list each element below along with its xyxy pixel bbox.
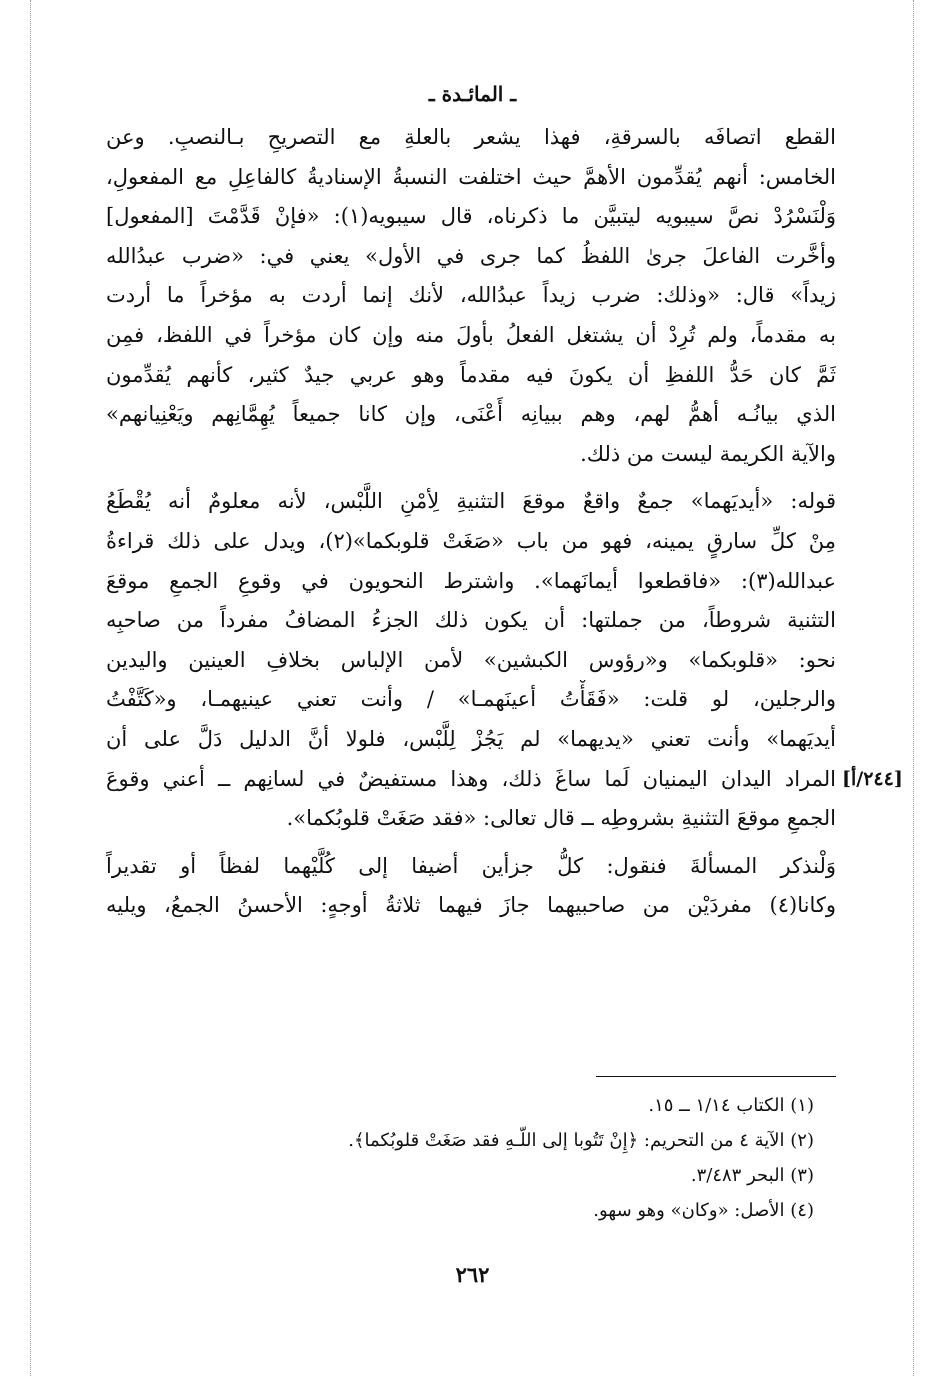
page-number: ٢٦٢: [455, 1262, 490, 1287]
scan-edge-right: [913, 0, 914, 1376]
footnote-item: (٣) البحر ٣/٤٨٣.: [690, 1165, 814, 1186]
footnote-separator: [596, 1076, 836, 1077]
paragraph-1: [106, 118, 836, 474]
text-line: به مقدماً، ولم تُرِدْ أن يشتغل الفعلُ بأولَ منه وإن كان مؤخراً في اللفظ، فمِن: [106, 322, 836, 347]
footnote-item: (١) الكتاب ١/١٤ ــ ١٥.: [648, 1095, 814, 1116]
folio-margin-note: [٢٤٤/أ]: [842, 768, 903, 790]
text-line: والآية الكريمة ليست من ذلك.: [580, 441, 836, 466]
text-line: أيديَهما» وأنت تعني «يديهما» لم يَجُزْ لِلَّبْس، فلولا أنَّ الدليل دَلَّ على أن: [106, 726, 836, 751]
text-line: القطع اتصافَه بالسرقةِ، فهذا يشعر بالعلةِ مع التصريحِ بـالنصبِ. وعن: [106, 125, 836, 149]
text-line: المراد اليدان اليمنيان لَما ساغَ ذلك، وهذا مستفيضٌ في لسانِهم ــ أعني وقوعَ: [106, 766, 836, 791]
body-text: [106, 118, 836, 926]
text-line: الذي بيانُـه أهمُّ لهم، وهم ببيانِه أَعْنَى، وإن كانا جميعاً يُهِمَّانِهم ويَعْنِيانهم»: [106, 402, 836, 427]
text-line: الجمعِ موقعَ التثنيةِ بشروطِه ــ قال تعالى: «فقد صَغَتْ قلوبُكما».: [286, 806, 836, 831]
text-line: وأخَّرت الفاعلَ جرىٰ اللفظُ كما جرى في الأول» يعني في: «ضرب عبدُالله: [106, 243, 836, 268]
paragraph-3: [106, 847, 836, 926]
text-line: التثنية شروطاً، من جملتها: أن يكون ذلك الجزءُ المضافُ مفرداً من صاحبِه: [106, 608, 836, 633]
footnotes: [106, 1088, 814, 1228]
text-line: قوله: «أيديَهما» جمعٌ واقعٌ موقعَ التثنيةِ لِأمْنِ اللَّبْس، لأنه معلومٌ أنه يُقْطَعُ: [106, 489, 836, 514]
text-line: وكانا(٤) مفردَيْن من صاحبيهما جازَ فيهما ثلاثةُ أوجهٍ: الأحسنُ الجمعُ، ويليه: [106, 893, 836, 918]
paragraph-2: [106, 482, 836, 838]
running-head: ـ المائـدة ـ: [428, 82, 517, 106]
text-line: وَلْنَسْرُدْ نصَّ سيبويه ليتبيَّن ما ذكرناه، قال سيبويه(١): «فإنْ قَدَّمْتَ [المفعول]: [106, 204, 836, 229]
text-line: والرجلين، لو قلت: «فَقَأْتُ أعينَهمـا» / وأنت تعني عينيهمـا، و«كَتَّفْتُ: [106, 687, 836, 712]
text-line: عبدالله(٣): «فاقطعوا أيمانَهما». واشترط النحويون في وقوعِ الجمعِ موقعَ: [106, 568, 836, 593]
text-line: الخامس: أنهم يُقدِّمون الأهمَّ حيث اختلفت النسبةُ الإسناديةُ كالفاعِلِ مع المفعولِ،: [106, 164, 836, 189]
text-line: زيداً» قال: «وذلك: ضرب زيداً عبدُالله، لأنك إنما أردت به مؤخراً ما أردت: [106, 283, 836, 308]
footnote-item: (٢) الآية ٤ من التحريم: ﴿إِنْ تَتُوبا إلى اللّـهِ فقد صَغَتْ قلوبُكما﴾.: [348, 1130, 814, 1151]
text-line: وَلْنذكر المسألةَ فنقول: كلُّ جزأين أضيفا إلى كُلَّيْهما لفظاً أو تقديراً: [106, 853, 836, 878]
footnote-item: (٤) الأصل: «وكان» وهو سهو.: [593, 1200, 814, 1221]
scan-edge-left: [30, 0, 31, 1376]
text-line: ثَمَّ كان حَدُّ اللفظِ أن يكونَ فيه مقدماً وهو عربي جيدٌ كثير، كأنهم يُقدِّمون: [106, 362, 836, 387]
text-line: مِنْ كلِّ سارقٍ يمينه، فهو من باب «صَغَتْ قلوبكما»(٢)، ويدل على ذلك قراءةُ: [106, 528, 836, 553]
text-line: نحو: «قلوبكما» و«رؤوس الكبشين» لأمن الإلباس بخلافِ العينين واليدين: [106, 647, 836, 672]
